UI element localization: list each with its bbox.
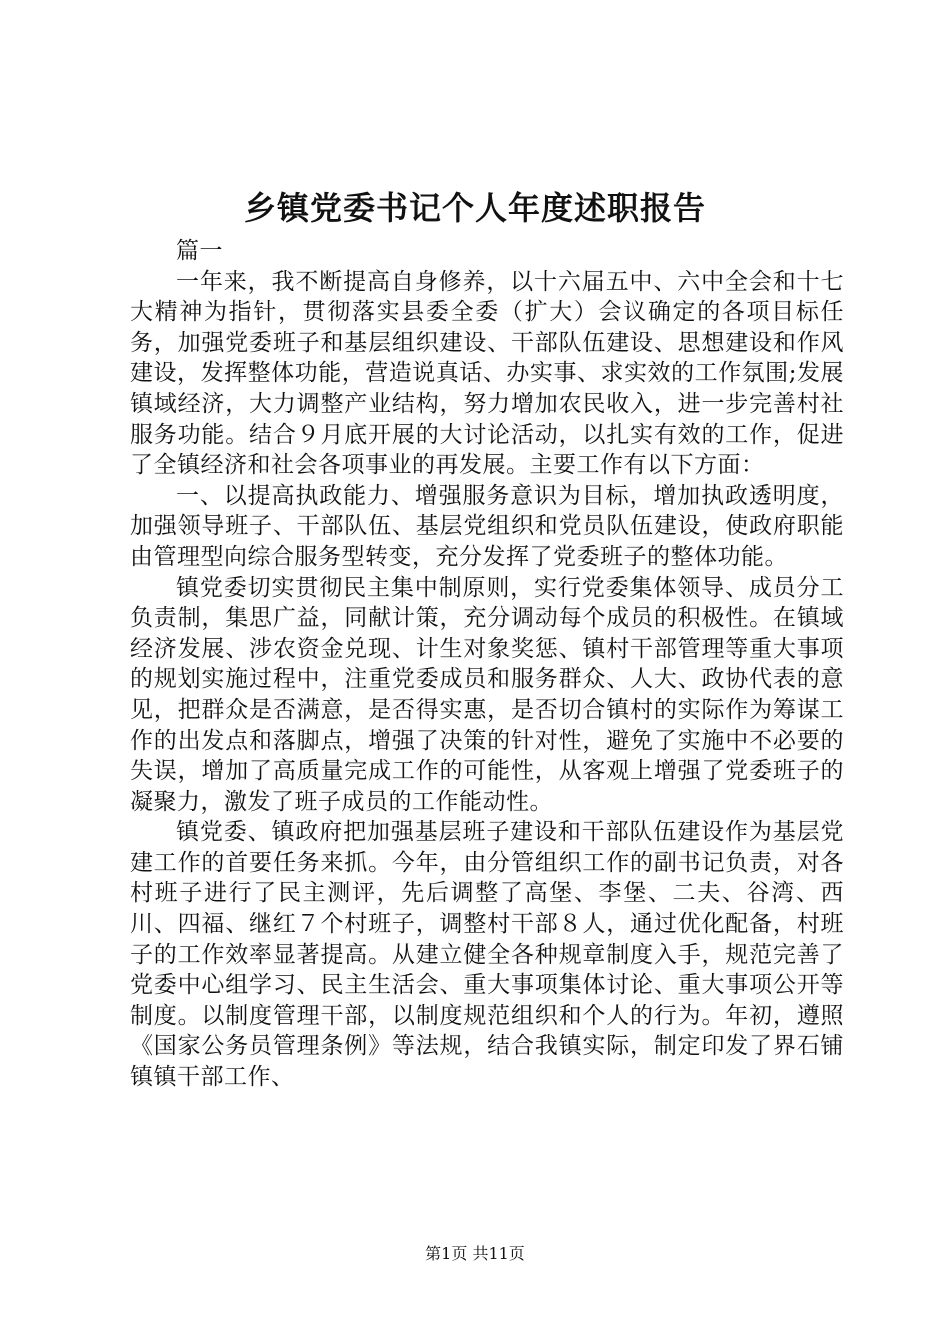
paragraph-point-one: 一、以提高执政能力、增强服务意识为目标，增加执政透明度，加强领导班子、干部队伍、基层党组织和党员队伍建设，使政府职能由管理型向综合服务型转变，充分发挥了党委班子的整体功能。 [130, 482, 844, 570]
paragraph-grassroots: 镇党委、镇政府把加强基层班子建设和干部队伍建设作为基层党建工作的首要任务来抓。今年，由分管组织工作的副书记负责，对各村班子进行了民主测评，先后调整了高堡、李堡、二夫、谷湾、西川、四福、继红７个村班子，调整村干部８人，通过优化配备，村班子的工作效率显著提高。从建立健全各种规章制度入手，规范完善了党委中心组学习、民主生活会、重大事项集体讨论、重大事项公开等制度。以制度管理干部，以制度规范组织和个人的行为。年初，遵照《国家公务员管理条例》等法规，结合我镇实际，制定印发了界石铺镇镇干部工作、 [130, 819, 844, 1091]
section-label: 篇一 [176, 238, 223, 264]
paragraph-intro: 一年来，我不断提高自身修养，以十六届五中、六中全会和十七大精神为指针，贯彻落实县委全委（扩大）会议确定的各项目标任务，加强党委班子和基层组织建设、干部队伍建设、思想建设和作风建设，发挥整体功能，营造说真话、办实事、求实效的工作氛围;发展镇域经济，大力调整产业结构，努力增加农民收入，进一步完善村社服务功能。结合９月底开展的大讨论活动，以扎实有效的工作，促进了全镇经济和社会各项事业的再发展。主要工作有以下方面： [130, 268, 844, 479]
document-body [130, 236, 844, 1093]
page-footer: 第1页 共11页 [425, 1244, 525, 1263]
paragraph-party-committee: 镇党委切实贯彻民主集中制原则，实行党委集体领导、成员分工负责制，集思广益，同献计策，充分调动每个成员的积极性。在镇域经济发展、涉农资金兑现、计生对象奖惩、镇村干部管理等重大事项的规划实施过程中，注重党委成员和服务群众、人大、政协代表的意见，把群众是否满意，是否得实惠，是否切合镇村的实际作为筹谋工作的出发点和落脚点，增强了决策的针对性，避免了实施中不必要的失误，增加了高质量完成工作的可能性，从客观上增强了党委班子的凝聚力，激发了班子成员的工作能动性。 [130, 574, 844, 815]
document-title: 乡镇党委书记个人年度述职报告 [243, 189, 706, 227]
